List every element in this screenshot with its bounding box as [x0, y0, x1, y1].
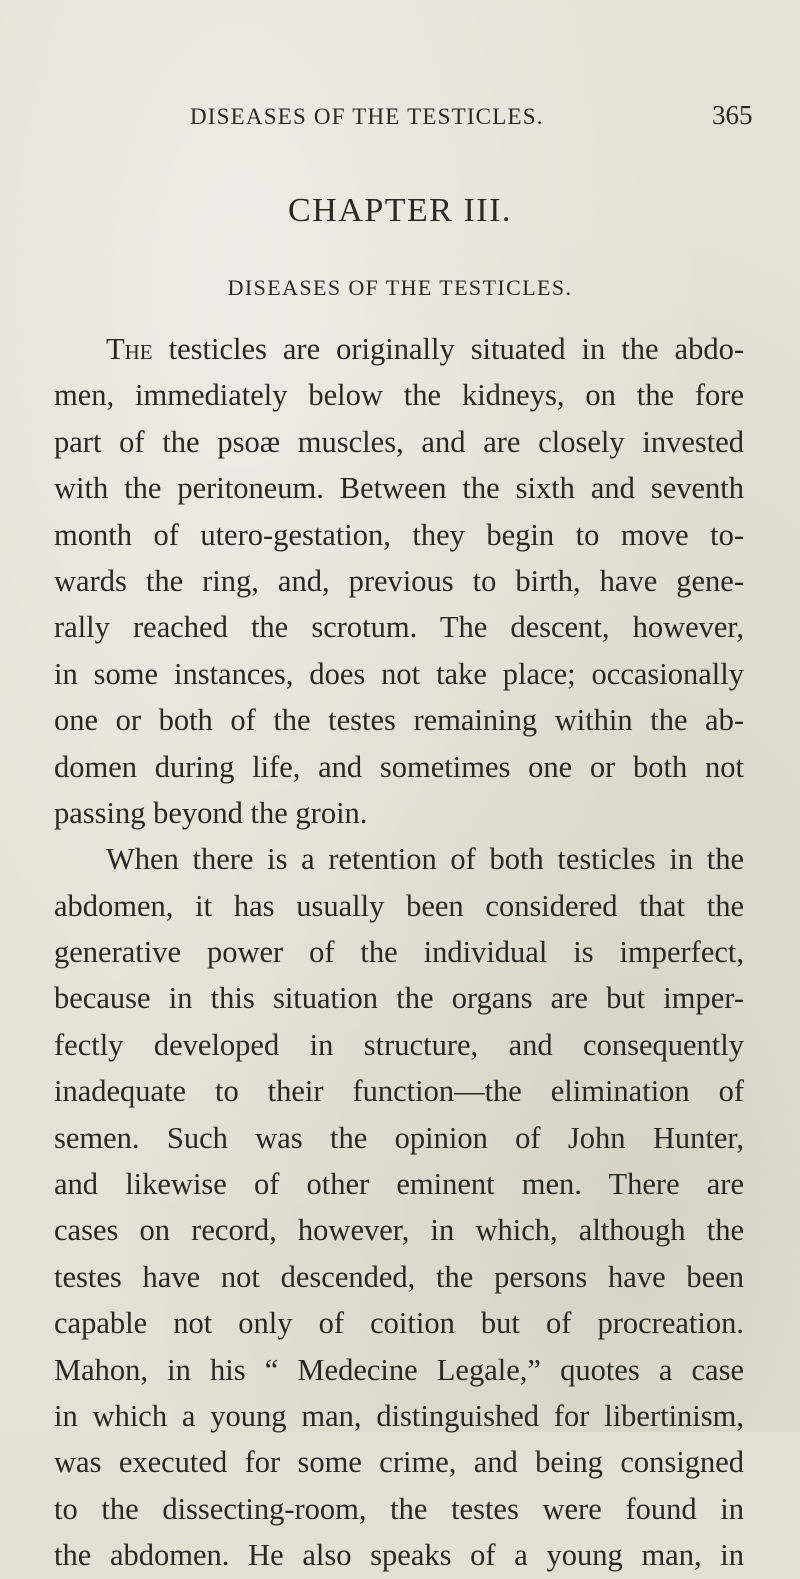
- text-line: testes have not descended, the persons have been: [54, 1259, 744, 1294]
- text-line: rally reached the scrotum. The descent, however,: [54, 610, 744, 645]
- text-line: [54, 326, 744, 372]
- text-line: the abdomen. He also speaks of a young man, in: [54, 1538, 744, 1573]
- text-line: in which a young man, distinguished for libertinism,: [54, 1398, 744, 1433]
- text-line: part of the psoæ muscles, and are closely invested: [54, 424, 744, 459]
- text-line: generative power of the individual is imperfect,: [54, 935, 744, 970]
- chapter-subtitle: DISEASES OF THE TESTICLES.: [227, 275, 573, 300]
- text-line: was executed for some crime, and being consigned: [54, 1445, 744, 1480]
- text-line: and likewise of other eminent men. There are: [54, 1167, 744, 1202]
- text-line: with the peritoneum. Between the sixth and seventh: [54, 471, 744, 506]
- text-line: month of utero-gestation, they begin to move to-: [54, 517, 744, 552]
- text-line: passing beyond the groin.: [54, 795, 368, 830]
- text-line: When there is a retention of both testicles in the: [106, 842, 744, 877]
- chapter-title: CHAPTER III.: [288, 192, 512, 229]
- text-line: inadequate to their function—the elimination of: [54, 1074, 744, 1109]
- text-line: Mahon, in his “ Medecine Legale,” quotes a case: [54, 1352, 744, 1387]
- text-line: cases on record, however, in which, although the: [54, 1213, 744, 1248]
- text-line: fectly developed in structure, and consequently: [54, 1027, 744, 1062]
- text-line: to the dissecting-room, the testes were found in: [54, 1491, 744, 1526]
- running-title: DISEASES OF THE TESTICLES.: [190, 104, 544, 129]
- line-text: testicles are originally situated in the abdo-: [168, 332, 744, 366]
- page-number: 365: [712, 100, 753, 130]
- body-text: [54, 326, 744, 1579]
- text-line: domen during life, and sometimes one or both not: [54, 749, 744, 784]
- text-line: because in this situation the organs are but imper-: [54, 981, 744, 1016]
- text-line: men, immediately below the kidneys, on the fore: [54, 378, 744, 413]
- text-line: semen. Such was the opinion of John Hunter,: [54, 1120, 744, 1155]
- text-line: abdomen, it has usually been considered that the: [54, 888, 744, 923]
- running-head: [0, 100, 800, 144]
- text-line: capable not only of coition but of procreation.: [54, 1306, 744, 1341]
- text-line: one or both of the testes remaining within the ab-: [54, 703, 744, 738]
- text-line: in some instances, does not take place; occasionally: [54, 656, 744, 691]
- text-line: wards the ring, and, previous to birth, have gene-: [54, 563, 744, 598]
- opening-word: The: [106, 332, 153, 366]
